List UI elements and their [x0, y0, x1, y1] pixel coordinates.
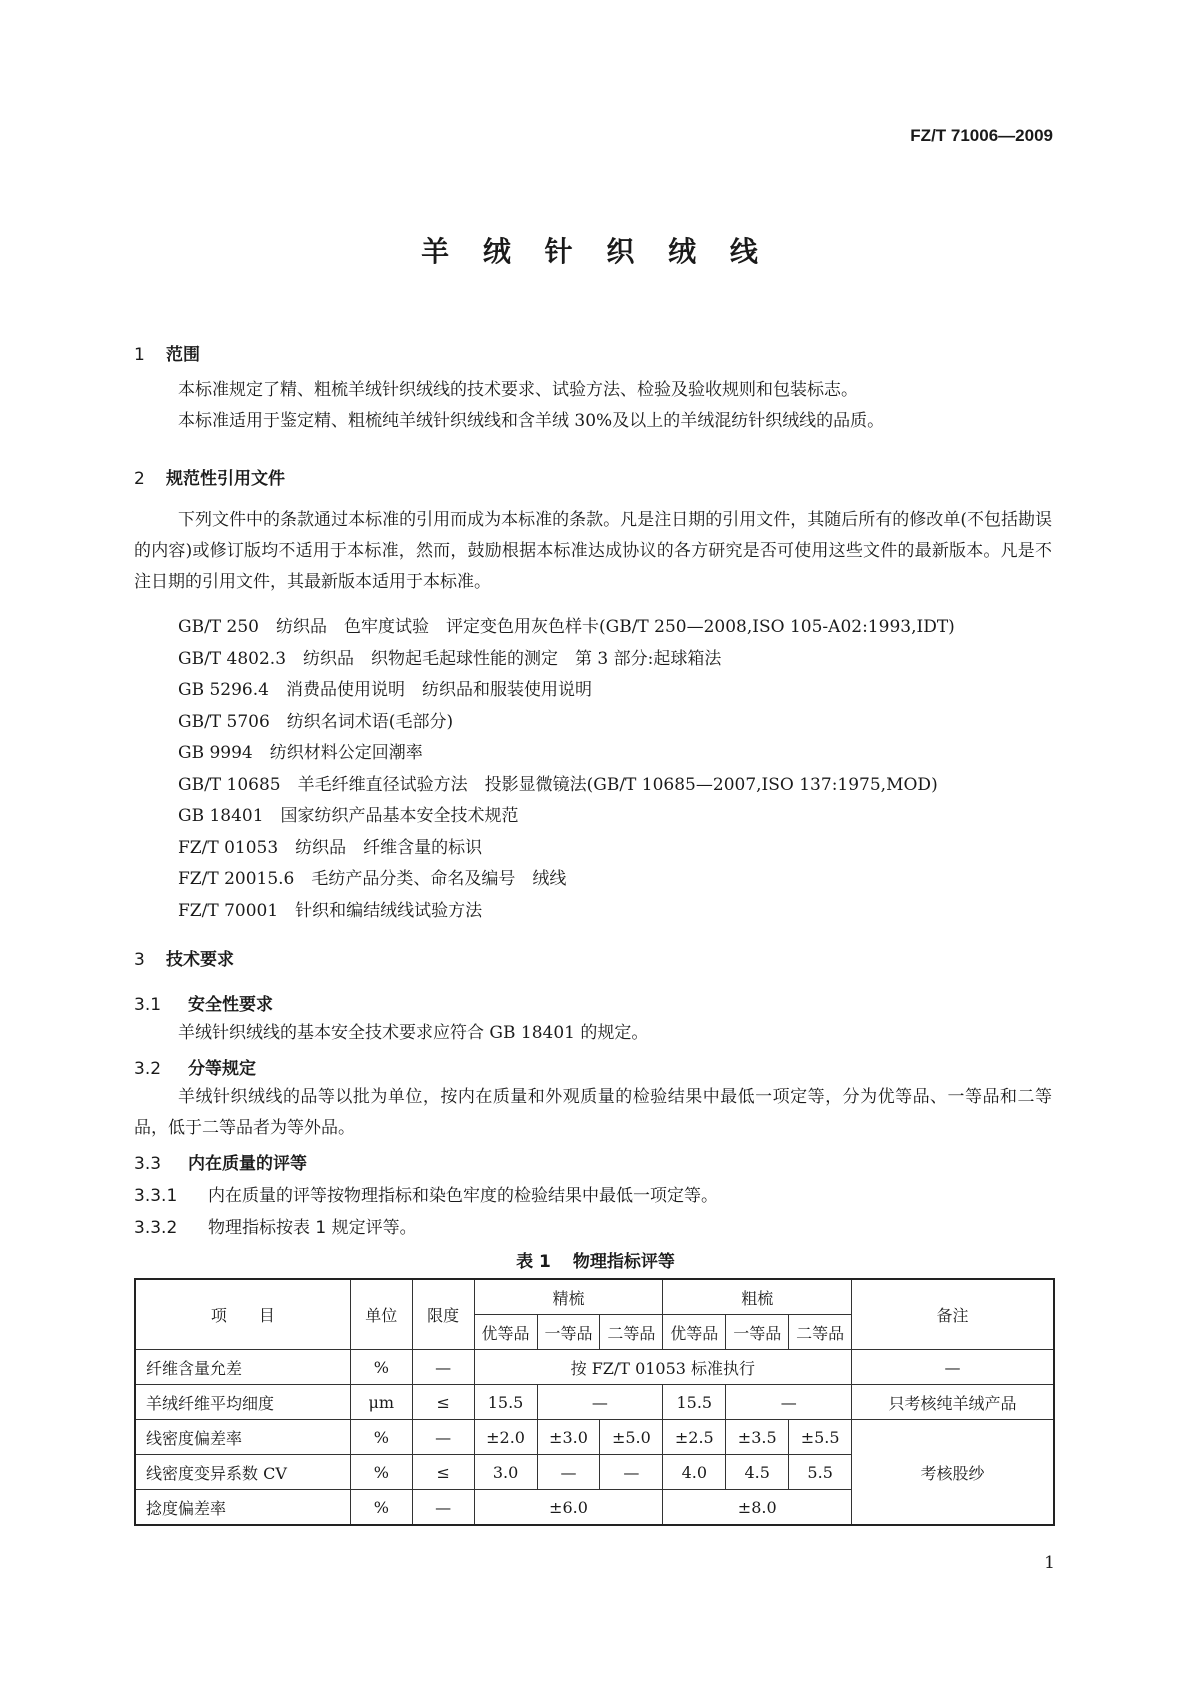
reference-item: GB/T 250 纺织品 色牢度试验 评定变色用灰色样卡(GB/T 250—2008,ISO 105-A02:1993,IDT) — [178, 617, 955, 637]
paragraph: 本标准规定了精、粗梳羊绒针织绒线的技术要求、试验方法、检验及验收规则和包装标志。 — [178, 380, 858, 400]
header-coarse: 粗梳 — [663, 1279, 852, 1315]
header-grade: 一等品 — [726, 1315, 789, 1350]
cell-remark: 考核股纱 — [852, 1420, 1054, 1526]
section-title: 范围 — [166, 345, 200, 365]
cell-value: ±3.0 — [537, 1420, 600, 1455]
cell-unit: μm — [350, 1385, 412, 1420]
clause-text: 内在质量的评等按物理指标和染色牢度的检验结果中最低一项定等。 — [208, 1186, 718, 1206]
cell-value: 15.5 — [474, 1385, 537, 1420]
cell-unit: % — [350, 1455, 412, 1490]
table-row — [135, 1350, 1054, 1385]
cell-remark: — — [852, 1350, 1054, 1385]
section-title: 技术要求 — [166, 950, 234, 970]
header-grade: 二等品 — [600, 1315, 663, 1350]
cell-value: ±5.0 — [600, 1420, 663, 1455]
cell-value: — — [537, 1385, 663, 1420]
cell-value: 3.0 — [474, 1455, 537, 1490]
paragraph: 羊绒针织绒线的品等以批为单位，按内在质量和外观质量的检验结果中最低一项定等，分为优等品、一等品和二等品，低于二等品者为等外品。 — [134, 1087, 1052, 1138]
reference-item: GB/T 4802.3 纺织品 织物起毛起球性能的测定 第 3 部分:起球箱法 — [178, 649, 722, 669]
cell-value: 4.5 — [726, 1455, 789, 1490]
subsection-number: 3.1 — [134, 995, 162, 1015]
cell-value: 5.5 — [789, 1455, 852, 1490]
cell-item: 线密度偏差率 — [135, 1420, 350, 1455]
cell-value: ±3.5 — [726, 1420, 789, 1455]
cell-value: ±8.0 — [663, 1490, 852, 1526]
document-title: 羊 绒 针 织 绒 线 — [421, 235, 770, 268]
section-number: 2 — [134, 469, 145, 489]
cell-value: ±5.5 — [789, 1420, 852, 1455]
section-3-heading — [134, 945, 234, 970]
cell-value: — — [600, 1455, 663, 1490]
cell-item: 线密度变异系数 CV — [135, 1455, 350, 1490]
subsection-title: 分等规定 — [188, 1059, 256, 1079]
cell-value: ±2.5 — [663, 1420, 726, 1455]
section-number: 3 — [134, 950, 145, 970]
clause-number: 3.3.1 — [134, 1186, 178, 1206]
cell-merged-value: 按 FZ/T 01053 标准执行 — [474, 1350, 852, 1385]
subsection-number: 3.2 — [134, 1059, 162, 1079]
reference-item: GB 18401 国家纺织产品基本安全技术规范 — [178, 806, 519, 826]
clause-number: 3.3.2 — [134, 1218, 178, 1238]
standard-code: FZ/T 71006—2009 — [910, 126, 1053, 145]
header-grade: 优等品 — [474, 1315, 537, 1350]
cell-item: 羊绒纤维平均细度 — [135, 1385, 350, 1420]
cell-value: — — [726, 1385, 852, 1420]
header-fine: 精梳 — [474, 1279, 663, 1315]
table-header-row — [135, 1279, 1054, 1315]
table-title: 物理指标评等 — [572, 1252, 675, 1272]
cell-value: ±6.0 — [474, 1490, 663, 1526]
clause-text: 物理指标按表 1 规定评等。 — [208, 1218, 417, 1238]
clause-3-3-1 — [134, 1181, 718, 1206]
header-unit: 单位 — [350, 1279, 412, 1350]
cell-unit: % — [350, 1350, 412, 1385]
reference-item: GB 5296.4 消费品使用说明 纺织品和服装使用说明 — [178, 680, 592, 700]
cell-unit: % — [350, 1490, 412, 1526]
cell-limit: ≤ — [412, 1455, 474, 1490]
reference-item: FZ/T 01053 纺织品 纤维含量的标识 — [178, 838, 483, 858]
paragraph: 本标准适用于鉴定精、粗梳纯羊绒针织绒线和含羊绒 30%及以上的羊绒混纺针织绒线的品质。 — [178, 411, 885, 431]
header-item: 项 目 — [135, 1279, 350, 1350]
subsection-number: 3.3 — [134, 1154, 162, 1174]
clause-3-3-2 — [134, 1213, 417, 1238]
section-number: 1 — [134, 345, 145, 365]
reference-item: FZ/T 20015.6 毛纺产品分类、命名及编号 绒线 — [178, 869, 567, 889]
physical-indicators-table — [134, 1278, 1055, 1526]
table-number: 表 1 — [516, 1252, 551, 1272]
paragraph: 下列文件中的条款通过本标准的引用而成为本标准的条款。凡是注日期的引用文件，其随后所有的修改单(不包括勘误的内容)或修订版均不适用于本标准，然而，鼓励根据本标准达成协议的各方研究是否可使用这些文件的最新版本。凡是不注日期的引用文件，其最新版本适用于本标准。 — [134, 510, 1052, 592]
cell-unit: % — [350, 1420, 412, 1455]
section-1-heading — [134, 340, 200, 365]
subsection-3-2-heading — [134, 1054, 256, 1079]
header-grade: 一等品 — [537, 1315, 600, 1350]
cell-limit: ≤ — [412, 1385, 474, 1420]
page-number: 1 — [1044, 1553, 1055, 1573]
reference-item: GB/T 10685 羊毛纤维直径试验方法 投影显微镜法(GB/T 10685—2007,ISO 137:1975,MOD) — [178, 775, 938, 795]
subsection-3-3-heading — [134, 1149, 307, 1174]
table-caption — [0, 1247, 1191, 1272]
cell-value: ±2.0 — [474, 1420, 537, 1455]
reference-item: GB 9994 纺织材料公定回潮率 — [178, 743, 423, 763]
table-row — [135, 1385, 1054, 1420]
reference-item: GB/T 5706 纺织名词术语(毛部分) — [178, 712, 454, 732]
section-title: 规范性引用文件 — [166, 469, 285, 489]
paragraph: 羊绒针织绒线的基本安全技术要求应符合 GB 18401 的规定。 — [178, 1023, 649, 1043]
cell-item: 捻度偏差率 — [135, 1490, 350, 1526]
section-2-heading — [134, 464, 285, 489]
header-grade: 优等品 — [663, 1315, 726, 1350]
subsection-title: 安全性要求 — [188, 995, 273, 1015]
cell-value: — — [537, 1455, 600, 1490]
subsection-3-1-heading — [134, 990, 273, 1015]
header-limit: 限度 — [412, 1279, 474, 1350]
subsection-title: 内在质量的评等 — [188, 1154, 307, 1174]
table-row — [135, 1420, 1054, 1455]
cell-value: 15.5 — [663, 1385, 726, 1420]
cell-limit: — — [412, 1490, 474, 1526]
header-remark: 备注 — [852, 1279, 1054, 1350]
cell-item: 纤维含量允差 — [135, 1350, 350, 1385]
cell-limit: — — [412, 1350, 474, 1385]
cell-remark: 只考核纯羊绒产品 — [852, 1385, 1054, 1420]
reference-item: FZ/T 70001 针织和编结绒线试验方法 — [178, 901, 483, 921]
cell-limit: — — [412, 1420, 474, 1455]
cell-value: 4.0 — [663, 1455, 726, 1490]
header-grade: 二等品 — [789, 1315, 852, 1350]
